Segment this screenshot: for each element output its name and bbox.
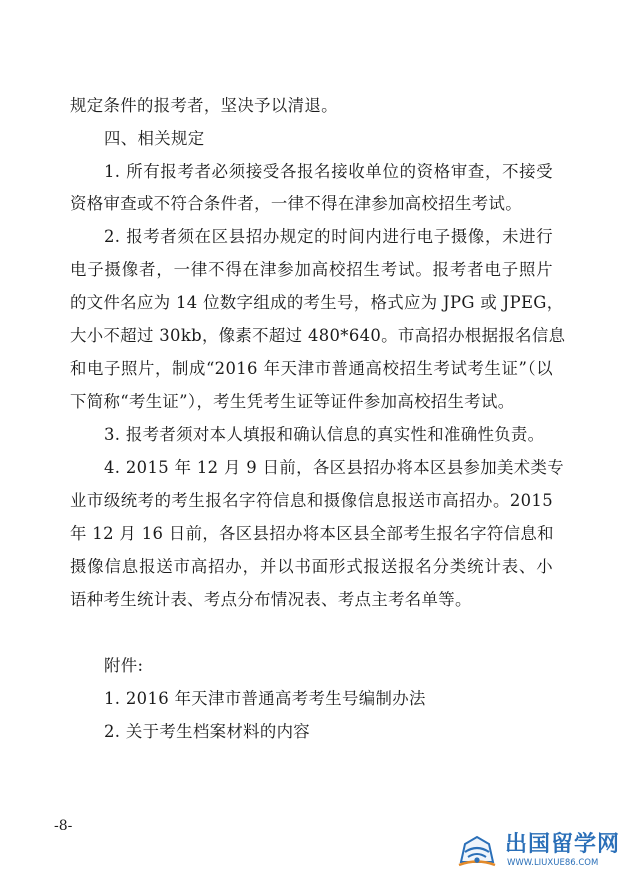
page-number: -8-: [54, 818, 73, 834]
text-line: 电子摄像者，一律不得在津参加高校招生考试。报考者电子照片: [70, 260, 553, 279]
attachments-heading: 附件:: [104, 656, 144, 675]
text-line: 资格审查或不符合条件者，一律不得在津参加高校招生考试。: [70, 194, 522, 213]
attachment-item: 2. 关于考生档案材料的内容: [104, 722, 311, 741]
text-line: 的文件名应为 14 位数字组成的考生号，格式应为 JPG 或 JPEG，: [70, 293, 564, 312]
text-line: 下简称“考生证”），考生凭考生证等证件参加高校招生考试。: [70, 392, 515, 411]
text-line: 语种考生统计表、考点分布情况表、考点主考名单等。: [70, 590, 472, 609]
text-line: 大小不超过 30kb，像素不超过 480*640。市高招办根据报名信息: [70, 326, 566, 345]
text-line: 摄像信息报送市高招办，并以书面形式报送报名分类统计表、小: [70, 557, 553, 576]
text-line: 1. 所有报考者必须接受各报名接收单位的资格审查，不接受: [104, 162, 553, 181]
watermark-title: 出国留学网: [505, 832, 621, 857]
globe-logo-icon: [455, 832, 499, 870]
text-line: 3. 报考者须对本人填报和确认信息的真实性和准确性负责。: [104, 425, 545, 444]
text-line: 2. 报考者须在区县招办规定的时间内进行电子摄像，未进行: [104, 227, 553, 246]
site-watermark: [455, 832, 623, 872]
text-line: 业市级统考的考生报名字符信息和摄像信息报送市高招办。2015: [70, 491, 553, 510]
watermark-url: WWW.LIUXUE86.COM: [507, 858, 599, 868]
text-line: 年 12 月 16 日前，各区县招办将本区县全部考生报名字符信息和: [70, 524, 554, 543]
attachment-item: 1. 2016 年天津市普通高考考生号编制办法: [104, 689, 426, 708]
section-heading: 四、相关规定: [104, 129, 205, 148]
text-line: 规定条件的报考者，坚决予以清退。: [70, 96, 338, 115]
text-line: 和电子照片，制成“2016 年天津市普通高校招生考试考生证”（以: [70, 359, 553, 378]
text-line: 4. 2015 年 12 月 9 日前，各区县招办将本区县参加美术类专: [104, 458, 564, 477]
